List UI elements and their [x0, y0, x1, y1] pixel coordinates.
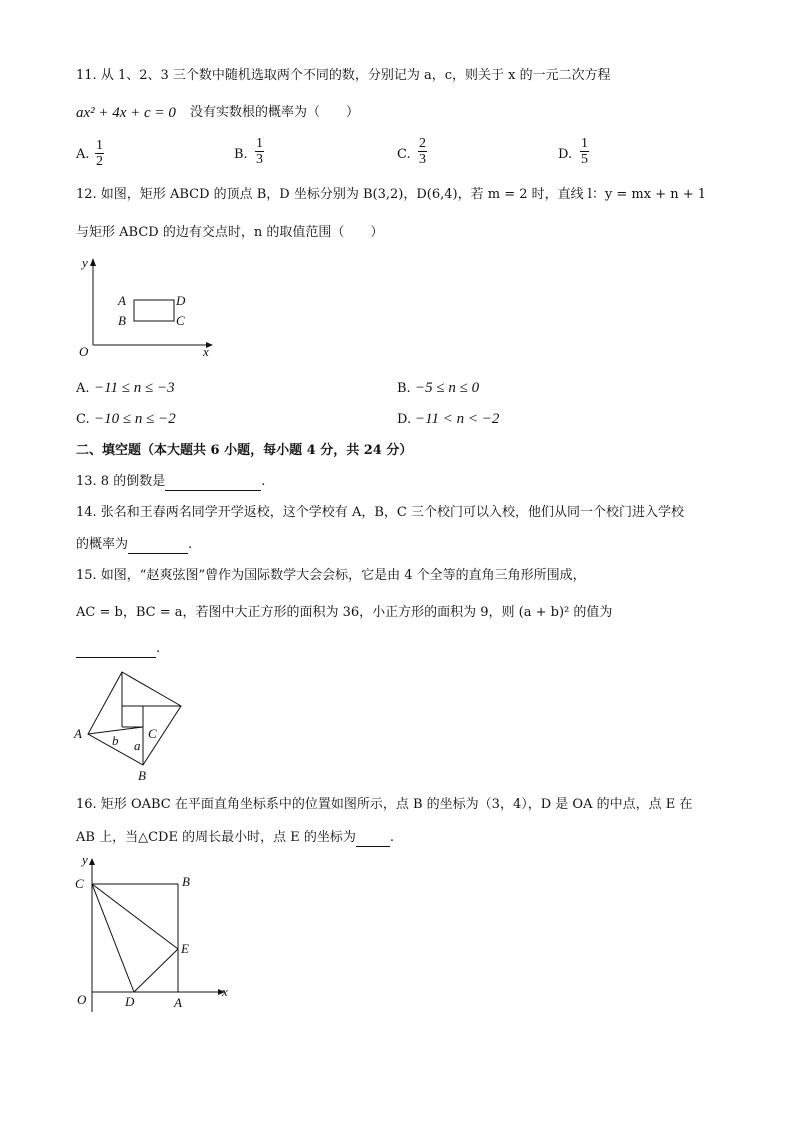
q16-point-b: B: [182, 874, 190, 889]
q11-equation: ax² + 4x + c = 0: [76, 105, 176, 121]
q16-segment-de: [134, 949, 178, 992]
q12-y-arrow-icon: [90, 258, 96, 266]
q14-line2: [76, 536, 192, 554]
q12-option-d-text: −11 < n < −2: [415, 411, 500, 427]
q11-option-c-fraction: [418, 136, 427, 167]
q16-point-c: C: [75, 876, 84, 891]
q12-line1: 12. 如图，矩形 ABCD 的顶点 B，D 坐标分别为 B(3,2)，D(6,4)，若 m = 2 时，直线 l：y = mx + n + 1: [76, 187, 707, 202]
q11-option-a-fraction: [95, 138, 104, 169]
q15-line2: AC = b，BC = a，若图中大正方形的面积为 36，小正方形的面积为 9，则 (a + b)² 的值为: [76, 605, 613, 620]
q14-end: .: [188, 537, 193, 552]
q16-y-label: y: [82, 852, 88, 867]
q12-option-c-text: −10 ≤ n ≤ −2: [94, 411, 176, 427]
q12-y-label: y: [82, 255, 88, 270]
q11-option-b-den: 3: [256, 152, 263, 167]
q11-option-d-num: 1: [581, 136, 588, 151]
q15-side-b: b: [112, 733, 119, 748]
q15-point-b: B: [138, 768, 146, 783]
q14-line1: 14. 张名和王春两名同学开学返校，这个学校有 A，B，C 三个校门可以入校，他们从同一个校门进入学校: [76, 505, 684, 520]
q12-origin-label: O: [79, 344, 89, 359]
q11-option-d-label: D.: [558, 147, 573, 162]
q13-answer-blank[interactable]: [165, 476, 261, 491]
q11-option-c-num: 2: [419, 136, 426, 151]
section-heading: 二、填空题（本大题共 6 小题，每小题 4 分，共 24 分）: [76, 443, 413, 458]
q15-side-a: a: [134, 738, 141, 753]
q16-point-d: D: [125, 994, 135, 1009]
q16-answer-blank[interactable]: [356, 832, 390, 847]
q12-option-b-label: B.: [397, 381, 411, 396]
q12-option-d-label: D.: [397, 412, 412, 427]
q12-rectangle: [134, 300, 174, 321]
q12-point-a: A: [118, 293, 126, 308]
q11-option-d-fraction: [580, 136, 589, 167]
q13-end: .: [261, 474, 266, 489]
q12-option-b-text: −5 ≤ n ≤ 0: [415, 380, 480, 396]
q12-x-label: x: [203, 344, 209, 359]
q12-point-d: D: [176, 293, 186, 308]
q12-line2: 与矩形 ABCD 的边有交点时，n 的取值范围（ ）: [76, 225, 384, 240]
q15-line3: [76, 640, 160, 658]
q16-end: .: [389, 830, 394, 845]
q13-prompt: 13. 8 的倒数是: [76, 474, 166, 489]
q16-figure: [70, 850, 240, 1015]
q12-point-b: B: [118, 313, 126, 328]
q11-option-a-label: A.: [76, 147, 90, 162]
q11-option-a-den: 2: [96, 154, 103, 169]
q12-point-c: C: [176, 313, 185, 328]
q11-option-c-den: 3: [419, 152, 426, 167]
q15-point-c: C: [148, 726, 157, 741]
q16-x-label: x: [222, 984, 228, 999]
q14-answer-blank[interactable]: [128, 539, 188, 554]
q16-point-a: A: [174, 995, 182, 1010]
q11-option-b-num: 1: [256, 136, 263, 151]
q11-option-b-fraction: [255, 136, 264, 167]
q11-option-c-label: C.: [397, 147, 411, 162]
q15-answer-blank[interactable]: [76, 643, 156, 658]
q11-line2: 没有实数根的概率为（ ）: [190, 105, 360, 120]
q16-point-e: E: [181, 941, 189, 956]
q12-figure: [70, 250, 230, 365]
q12-option-c-label: C.: [76, 412, 90, 427]
q16-line2: [76, 829, 394, 847]
q15-figure: [70, 668, 200, 786]
q12-option-a-text: −11 ≤ n ≤ −3: [94, 380, 175, 396]
q16-line1: 16. 矩形 OABC 在平面直角坐标系中的位置如图所示，点 B 的坐标为（3，4），D 是 OA 的中点，点 E 在: [76, 797, 693, 812]
q11-option-b-label: B.: [234, 147, 248, 162]
q11-option-a-num: 1: [96, 138, 103, 153]
q15-point-a: A: [74, 726, 82, 741]
q16-origin-label: O: [77, 992, 87, 1007]
q13-text: [76, 473, 265, 491]
q16-y-arrow-icon: [89, 858, 95, 865]
q16-prompt: AB 上，当△CDE 的周长最小时，点 E 的坐标为: [76, 830, 356, 845]
q15-line1: 15. 如图，“赵爽弦图”曾作为国际数学大会会标，它是由 4 个全等的直角三角形所围成，: [76, 568, 586, 583]
q11-option-d-den: 5: [581, 152, 588, 167]
q12-option-a-label: A.: [76, 381, 90, 396]
q15-end: .: [156, 641, 161, 656]
q11-line1: 11. 从 1、2、3 三个数中随机选取两个不同的数，分别记为 a，c，则关于 x 的一元二次方程: [76, 68, 611, 83]
q14-prompt: 的概率为: [76, 537, 129, 552]
